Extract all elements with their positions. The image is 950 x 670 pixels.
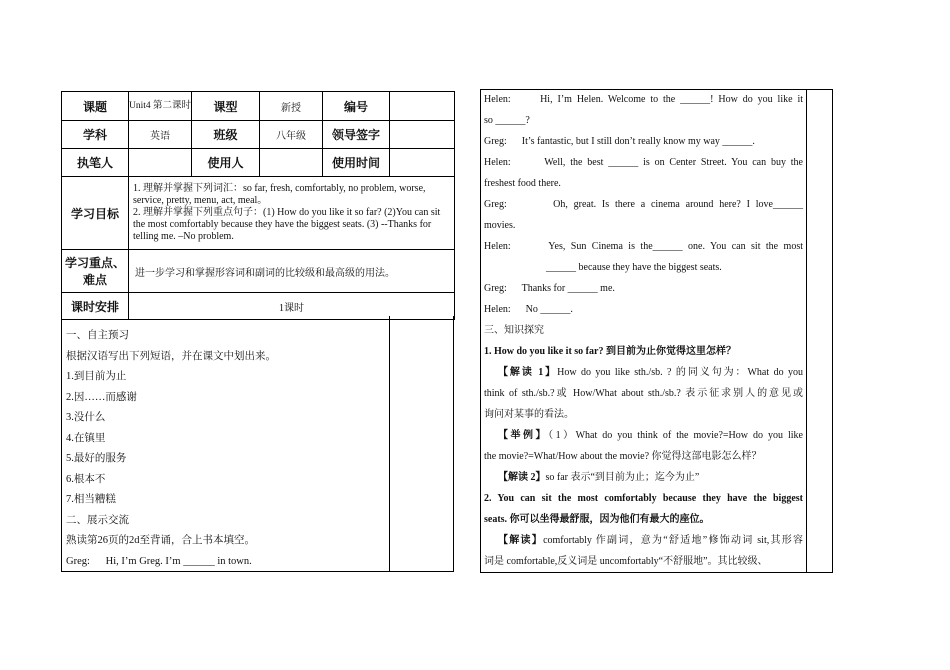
reading-1-line: think of sth./sb.?或 How/What about sth./sb.? 表示征求别人的意见或 [484, 388, 803, 399]
dialogue-line: Helen: Well, the best ______ is on Center Street. You can buy the [484, 157, 803, 168]
schedule-value: 1课时 [129, 293, 455, 320]
number-label: 编号 [323, 92, 390, 121]
phrase-item: 2.因……而感谢 [66, 391, 137, 403]
reading-3-line: 词是 comfortable,反义词是 uncomfortably“不舒服地”。其比较级、 [484, 556, 768, 567]
subject-label: 学科 [62, 121, 129, 149]
dialogue-line: Helen: No ______. [484, 304, 573, 315]
author-value[interactable] [129, 149, 192, 177]
class-value: 八年级 [260, 121, 323, 149]
phrase-item: 1.到目前为止 [66, 371, 127, 382]
dialogue-line: Helen: Hi, I’m Helen. Welcome to the ______! How do you like it [484, 94, 803, 105]
subject-value: 英语 [129, 121, 192, 149]
focus-label: 学习重点、难点 [62, 250, 129, 293]
reading-3-text: comfortably 作副词，意为“舒适地”修饰动词 sit,其形容 [543, 535, 804, 546]
instruction-line: 熟读第26页的2d至背诵，合上书本填空。 [66, 535, 255, 546]
dialogue-line: freshest food there. [484, 178, 561, 189]
dialogue-line: Greg: Hi, I’m Greg. I’m ______ in town. [66, 555, 252, 567]
reading-1-tag: 【解读 1】 [498, 367, 558, 378]
reading-1-line [484, 362, 803, 383]
reading-1-line: 询问对某事的看法。 [484, 409, 574, 420]
class-label: 班级 [192, 121, 260, 149]
example-line [484, 425, 803, 446]
dialogue-line: Greg: Oh, great. Is there a cinema around here? I love______ [484, 199, 803, 210]
leader-signature-label: 领导签字 [323, 121, 390, 149]
instruction-line: 根据汉语写出下列短语，并在课文中划出来。 [66, 350, 276, 362]
reading-3-tag: 【解读】 [498, 535, 544, 546]
example-text: （1）What do you think of the movie?=How do you like [548, 430, 803, 441]
reading-2-tag: 【解读 2】 [498, 472, 546, 483]
dialogue-line: movies. [484, 220, 516, 231]
phrase-item: 5.最好的服务 [66, 453, 127, 464]
phrase-item: 3.没什么 [66, 412, 106, 423]
leader-signature-value[interactable] [390, 121, 455, 149]
right-body-text [484, 89, 803, 572]
question-2-title: 2. You can sit the most comfortably because they have the biggest [484, 493, 803, 504]
reading-2-text: so far 表示“到目前为止；迄今为止” [545, 472, 700, 483]
phrase-item: 6.根本不 [66, 473, 106, 485]
number-value[interactable] [390, 92, 455, 121]
lesson-info-table [61, 91, 455, 320]
topic-value: Unit4 第二课时 [129, 92, 192, 121]
reading-1-text: How do you like sth./sb. ? 的同义句为：What do you [557, 367, 804, 378]
dialogue-line: Helen: Yes, Sun Cinema is the______ one. You can sit the most [484, 241, 803, 252]
notes-column-divider [806, 90, 807, 572]
type-label: 课型 [192, 92, 260, 121]
phrase-item: 7.相当糟糕 [66, 494, 116, 505]
dialogue-line: so ______? [484, 115, 530, 126]
question-1-title: 1. How do you like it so far? 到目前为止你觉得这里怎样？ [484, 346, 736, 357]
dialogue-line: ______ because they have the biggest seats. [546, 262, 722, 273]
goal-line-1: 1. 理解并掌握下列词汇：so far, fresh, comfortably, no problem, worse, service, pretty, menu, act, meal。 [133, 183, 426, 206]
dialogue-line: Greg: Thanks for ______ me. [484, 283, 615, 294]
question-2-title: seats. 你可以坐得最舒服，因为他们有最大的座位。 [484, 514, 710, 525]
goal-text [129, 177, 455, 250]
schedule-label: 课时安排 [62, 293, 129, 320]
use-time-label: 使用时间 [323, 149, 390, 177]
left-body-text [66, 329, 386, 575]
goal-line-2: 2. 理解并掌握下列重点句子：(1) How do you like it so far? (2)You can sit the most comfortably because they have the biggest seats. (3) --Thanks for telling me. –No problem. [133, 207, 441, 242]
author-label: 执笔人 [62, 149, 129, 177]
section-knowledge: 三、知识探究 [484, 325, 544, 336]
type-value: 新授 [260, 92, 323, 121]
dialogue-line: Greg: It’s fantastic, but I still don’t really know my way ______. [484, 136, 755, 147]
goal-label: 学习目标 [62, 177, 129, 250]
user-label: 使用人 [192, 149, 260, 177]
section-exchange: 二、展示交流 [66, 514, 129, 526]
focus-value: 进一步学习和掌握形容词和副词的比较级和最高级的用法。 [129, 250, 455, 293]
example-line: the movie?=What/How about the movie? 你觉得这部电影怎么样？ [484, 451, 762, 462]
user-value[interactable] [260, 149, 323, 177]
use-time-value[interactable] [390, 149, 455, 177]
reading-3-line [484, 530, 803, 551]
notes-column-divider [389, 316, 390, 571]
reading-2-line [484, 467, 803, 488]
topic-label: 课题 [62, 92, 129, 121]
section-self-study: 一、自主预习 [66, 330, 129, 341]
example-tag: 【举例】 [498, 430, 549, 441]
phrase-item: 4.在镇里 [66, 432, 106, 444]
